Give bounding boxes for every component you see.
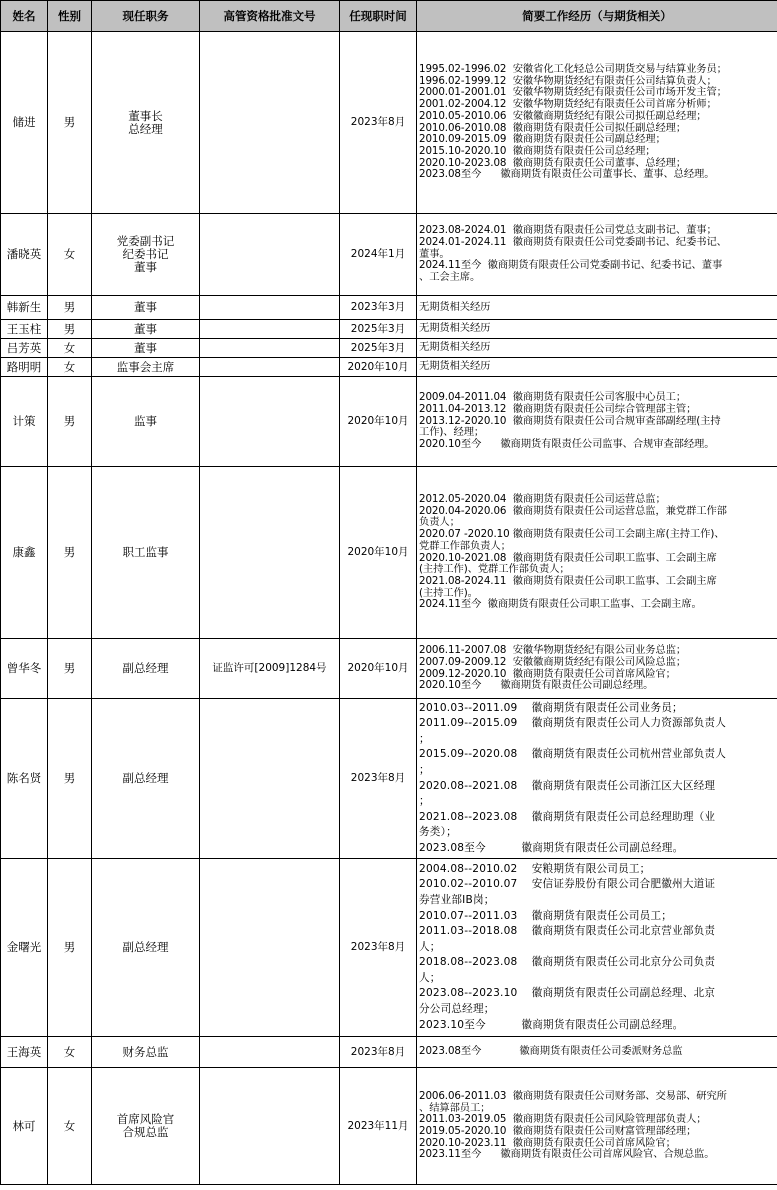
header-gender: 性别 xyxy=(48,1,92,32)
position-cell xyxy=(92,859,200,1037)
experience-line: 2020.10-2021.08 徽商期货有限责任公司职工监事、工会副主席 xyxy=(419,551,717,564)
header-name: 姓名 xyxy=(1,1,48,32)
experience-line: 2009.12-2020.10 徽商期货有限责任公司首席风险官； xyxy=(419,667,676,680)
approval-cell xyxy=(200,859,340,1037)
position-cell xyxy=(92,339,200,358)
experience-line: ； xyxy=(419,763,430,776)
experience-cell xyxy=(417,1068,777,1185)
experience-line: 2023.11至今 徽商期货有限责任公司首席风险官、合规总监。 xyxy=(419,1148,715,1161)
name-cell: 韩新生 xyxy=(1,296,48,320)
position-line: 副总经理 xyxy=(122,771,169,785)
position-line: 董事 xyxy=(134,300,157,314)
position-line: 董事 xyxy=(134,260,157,274)
gender-cell: 男 xyxy=(48,467,92,639)
experience-line: 2012.05-2020.04 徽商期货有限责任公司运营总监； xyxy=(419,492,666,505)
experience-line: 2010.05-2010.06 安徽徽商期货经纪有限公司拟任副总经理； xyxy=(419,109,707,122)
experience-line: 2011.03--2018.08 徽商期货有限责任公司北京营业部负责 xyxy=(419,925,716,938)
table-row xyxy=(1,339,777,358)
position-line: 监事 xyxy=(134,414,157,428)
experience-cell xyxy=(417,377,777,467)
experience-line: 2021.08-2024.11 徽商期货有限责任公司职工监事、工会副主席 xyxy=(419,574,717,587)
experience-line: 无期货相关经历 xyxy=(419,341,491,354)
date-cell: 2020年10月 xyxy=(340,467,417,639)
experience-line: 2004.08--2010.02 安粮期货有限公司员工； xyxy=(419,862,651,875)
approval-cell xyxy=(200,467,340,639)
experience-line: 2015.10-2020.10 徽商期货有限责任公司总经理； xyxy=(419,144,656,157)
gender-cell: 男 xyxy=(48,859,92,1037)
experience-line: 2020.07 -2020.10 徽商期货有限责任公司工会副主席(主持工作)、 xyxy=(419,528,725,541)
table-row xyxy=(1,32,777,214)
experience-line: 2001.02-2004.12 安徽华物期货经纪有限责任公司首席分析师； xyxy=(419,98,717,111)
experience-line: 人； xyxy=(419,940,441,953)
date-cell: 2024年1月 xyxy=(340,214,417,296)
position-cell xyxy=(92,32,200,214)
position-line: 副总经理 xyxy=(122,940,169,954)
name-cell: 陈名贤 xyxy=(1,699,48,859)
experience-line: 工作)、经理； xyxy=(419,426,485,439)
gender-cell: 女 xyxy=(48,339,92,358)
experience-line: 2021.08--2023.08 徽商期货有限责任公司总经理助理（业 xyxy=(419,810,716,823)
experience-line: 2020.08--2021.08 徽商期货有限责任公司浙江区大区经理 xyxy=(419,779,716,792)
name-cell: 康鑫 xyxy=(1,467,48,639)
experience-line: 2020.04-2020.06 徽商期货有限责任公司运营总监，兼党群工作部 xyxy=(419,504,727,517)
gender-cell: 女 xyxy=(48,358,92,377)
position-line: 副总经理 xyxy=(122,661,169,675)
table-row xyxy=(1,699,777,859)
experience-line: 无期货相关经历 xyxy=(419,360,491,373)
experience-cell xyxy=(417,320,777,339)
position-line: 合规总监 xyxy=(122,1125,169,1139)
date-cell: 2025年3月 xyxy=(340,320,417,339)
experience-line: ； xyxy=(419,732,430,745)
gender-cell: 男 xyxy=(48,699,92,859)
experience-line: 2020.10至今 徽商期货有限责任公司监事、合规审查部经理。 xyxy=(419,438,715,451)
date-cell: 2023年8月 xyxy=(340,32,417,214)
experience-line: 人； xyxy=(419,971,441,984)
date-cell: 2023年11月 xyxy=(340,1068,417,1185)
experience-line: 2009.04-2011.04 徽商期货有限责任公司客服中心员工； xyxy=(419,391,687,404)
experience-line: 1996.02-1999.12 安徽华物期货经纪有限责任公司结算负责人； xyxy=(419,74,717,87)
experience-line: 负责人； xyxy=(419,516,460,529)
approval-cell: 证监许可[2009]1284号 xyxy=(200,639,340,699)
table-row xyxy=(1,377,777,467)
approval-cell xyxy=(200,214,340,296)
experience-line: (主持工作)。 xyxy=(419,586,478,599)
approval-cell xyxy=(200,377,340,467)
name-cell: 金曙光 xyxy=(1,859,48,1037)
name-cell: 吕芳英 xyxy=(1,339,48,358)
experience-line: 2020.10至今 徽商期货有限责任公司副总经理。 xyxy=(419,679,654,692)
position-cell xyxy=(92,1068,200,1185)
position-line: 总经理 xyxy=(128,121,163,136)
experience-line: 2006.11-2007.08 安徽华物期货经纪有限公司业务总监； xyxy=(419,644,687,657)
header-position: 现任职务 xyxy=(92,1,200,32)
position-line: 董事长 xyxy=(128,108,163,123)
date-cell: 2023年8月 xyxy=(340,1037,417,1068)
name-cell: 曾华冬 xyxy=(1,639,48,699)
experience-line: ； xyxy=(419,795,430,808)
experience-cell xyxy=(417,1037,777,1068)
experience-line: 2018.08--2023.08 徽商期货有限责任公司北京分公司负责 xyxy=(419,956,716,969)
date-cell: 2023年3月 xyxy=(340,296,417,320)
gender-cell: 女 xyxy=(48,1068,92,1185)
experience-line: 党群工作部负责人； xyxy=(419,539,511,552)
experience-line: 无期货相关经历 xyxy=(419,322,491,335)
experience-line: 2011.03-2019.05 徽商期货有限责任公司风险管理部负责人； xyxy=(419,1113,707,1126)
experience-cell xyxy=(417,32,777,214)
experience-line: 2013.12-2020.10 徽商期货有限责任公司合规审查部副经理(主持 xyxy=(419,414,721,427)
name-cell: 路明明 xyxy=(1,358,48,377)
approval-cell xyxy=(200,358,340,377)
experience-line: 2020.10-2023.08 徽商期货有限责任公司董事、总经理； xyxy=(419,156,687,169)
experience-line: 2007.09-2009.12 安徽徽商期货经纪有限公司风险总监； xyxy=(419,655,687,668)
experience-cell xyxy=(417,214,777,296)
experience-line: 2024.01-2024.11 徽商期货有限责任公司党委副书记、纪委书记、 xyxy=(419,235,727,248)
approval-cell xyxy=(200,1037,340,1068)
experience-cell xyxy=(417,467,777,639)
position-cell xyxy=(92,699,200,859)
experience-cell xyxy=(417,358,777,377)
gender-cell: 男 xyxy=(48,296,92,320)
experience-line: 2006.06-2011.03 徽商期货有限责任公司财务部、交易部、研究所 xyxy=(419,1089,727,1102)
approval-cell xyxy=(200,1068,340,1185)
name-cell: 计策 xyxy=(1,377,48,467)
date-cell: 2020年10月 xyxy=(340,639,417,699)
experience-line: 2000.01-2001.01 安徽华物期货经纪有限责任公司市场开发主管； xyxy=(419,86,727,99)
experience-line: 2010.09-2015.09 徽商期货有限责任公司副总经理； xyxy=(419,133,666,146)
experience-line: 2015.09--2020.08 徽商期货有限责任公司杭州营业部负责人 xyxy=(419,748,727,761)
experience-line: 2019.05-2020.10 徽商期货有限责任公司财富管理部经理； xyxy=(419,1125,697,1137)
position-cell xyxy=(92,214,200,296)
table-row xyxy=(1,320,777,339)
date-cell: 2020年10月 xyxy=(340,358,417,377)
table-row xyxy=(1,296,777,320)
experience-cell xyxy=(417,639,777,699)
approval-cell xyxy=(200,32,340,214)
table-body xyxy=(1,32,777,1185)
experience-line: 2011.04-2013.12 徽商期货有限责任公司综合管理部主管； xyxy=(419,402,697,415)
position-cell xyxy=(92,467,200,639)
experience-line: 2024.11至今 徽商期货有限责任公司职工监事、工会副主席。 xyxy=(419,598,702,611)
table-row xyxy=(1,467,777,639)
gender-cell: 男 xyxy=(48,639,92,699)
experience-cell xyxy=(417,339,777,358)
table-row xyxy=(1,1068,777,1185)
experience-line: 2011.09--2015.09 徽商期货有限责任公司人力资源部负责人 xyxy=(419,717,727,730)
experience-cell xyxy=(417,859,777,1037)
experience-line: 无期货相关经历 xyxy=(419,300,491,313)
header-experience: 简要工作经历（与期货相关） xyxy=(417,1,777,32)
gender-cell: 女 xyxy=(48,1037,92,1068)
gender-cell: 男 xyxy=(48,377,92,467)
table-row xyxy=(1,358,777,377)
experience-line: 2010.02--2010.07 安信证券股份有限公司合肥徽州大道证 xyxy=(419,878,716,891)
experience-line: (主持工作)、党群工作部负责人； xyxy=(419,563,570,576)
position-cell xyxy=(92,1037,200,1068)
name-cell: 储进 xyxy=(1,32,48,214)
position-line: 纪委书记 xyxy=(122,247,169,261)
experience-line: 2010.03--2011.09 徽商期货有限责任公司业务员； xyxy=(419,701,683,714)
experience-line: 2010.07--2011.03 徽商期货有限责任公司员工； xyxy=(419,909,673,922)
experience-line: 分公司总经理； xyxy=(419,1003,495,1016)
date-cell: 2020年10月 xyxy=(340,377,417,467)
header-approval: 高管资格批准文号 xyxy=(200,1,340,32)
position-line: 党委副书记 xyxy=(116,234,175,248)
position-line: 首席风险官 xyxy=(116,1112,175,1126)
experience-line: 2010.06-2010.08 徽商期货有限责任公司拟任副总经理； xyxy=(419,121,687,134)
position-line: 财务总监 xyxy=(122,1044,169,1059)
experience-line: 2020.10-2023.11 徽商期货有限责任公司首席风险官； xyxy=(419,1136,676,1149)
approval-cell xyxy=(200,339,340,358)
experience-line: 2023.08至今 徽商期货有限责任公司副总经理。 xyxy=(419,841,684,854)
approval-cell xyxy=(200,320,340,339)
date-cell: 2025年3月 xyxy=(340,339,417,358)
approval-cell xyxy=(200,699,340,859)
gender-cell: 男 xyxy=(48,320,92,339)
name-cell: 王海英 xyxy=(1,1037,48,1068)
name-cell: 潘晓英 xyxy=(1,214,48,296)
experience-line: 券营业部IB岗； xyxy=(419,893,495,906)
gender-cell: 女 xyxy=(48,214,92,296)
table-row xyxy=(1,1037,777,1068)
experience-line: 2023.08-2024.01 徽商期货有限责任公司党总支副书记、董事； xyxy=(419,224,717,237)
gender-cell: 男 xyxy=(48,32,92,214)
experience-cell xyxy=(417,296,777,320)
date-cell: 2023年8月 xyxy=(340,699,417,859)
approval-cell xyxy=(200,296,340,320)
position-cell xyxy=(92,377,200,467)
table-row xyxy=(1,214,777,296)
table-row xyxy=(1,639,777,699)
position-cell xyxy=(92,358,200,377)
table-row xyxy=(1,859,777,1037)
experience-line: 务类）； xyxy=(419,826,457,839)
experience-line: 1995.02-1996.02 安徽省化工化轻总公司期货交易与结算业务员； xyxy=(419,62,727,75)
name-cell: 林可 xyxy=(1,1068,48,1185)
experience-line: 2023.10至今 徽商期货有限责任公司副总经理。 xyxy=(419,1018,684,1031)
experience-line: 2023.08至今 徽商期货有限责任公司委派财务总监 xyxy=(419,1045,683,1058)
experience-line: 董事。 xyxy=(419,247,450,260)
experience-line: 2023.08--2023.10 徽商期货有限责任公司副总经理、北京 xyxy=(419,987,716,1000)
experience-line: 2023.08至今 徽商期货有限责任公司董事长、董事、总经理。 xyxy=(419,168,715,181)
position-line: 董事 xyxy=(134,340,157,355)
position-cell xyxy=(92,296,200,320)
name-cell: 王玉柱 xyxy=(1,320,48,339)
position-cell xyxy=(92,639,200,699)
position-line: 董事 xyxy=(134,321,157,336)
experience-line: 、结算部员工； xyxy=(419,1101,491,1114)
experience-cell xyxy=(417,699,777,859)
experience-line: 2024.11至今 徽商期货有限责任公司党委副书记、纪委书记、董事 xyxy=(419,259,723,272)
experience-line: 、工会主席。 xyxy=(419,271,481,284)
position-line: 监事会主席 xyxy=(116,359,175,374)
header-date: 任现职时间 xyxy=(340,1,417,32)
position-cell xyxy=(92,320,200,339)
position-line: 职工监事 xyxy=(122,545,169,559)
header-row xyxy=(1,1,777,32)
date-cell: 2023年8月 xyxy=(340,859,417,1037)
